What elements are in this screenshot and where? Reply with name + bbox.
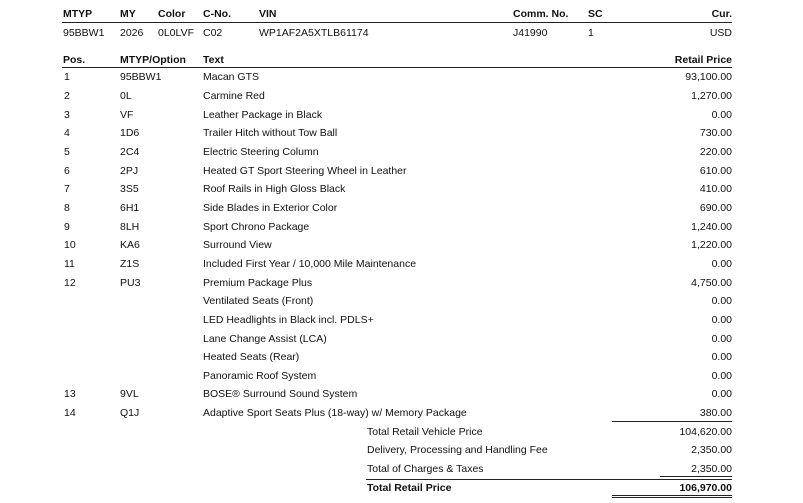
row-pos: 13 — [64, 388, 76, 400]
row-price: 0.00 — [711, 333, 732, 345]
row-text: Premium Package Plus — [203, 277, 313, 289]
row-text: Carmine Red — [203, 90, 265, 102]
table-row — [0, 145, 803, 163]
header-vin-value: WP1AF2A5XTLB61174 — [259, 27, 369, 39]
row-price: 1,220.00 — [691, 239, 732, 251]
row-text: Ventilated Seats (Front) — [203, 295, 314, 307]
table-row — [0, 220, 803, 238]
grand-total-label: Total Retail Price — [367, 482, 452, 494]
row-pos: 6 — [64, 165, 70, 177]
row-price: 0.00 — [711, 295, 732, 307]
header-cur-label: Cur. — [711, 8, 732, 20]
row-text: Panoramic Roof System — [203, 370, 317, 382]
row-code: 0L — [120, 90, 132, 102]
header-my-value: 2026 — [120, 27, 144, 39]
table-row — [0, 108, 803, 126]
row-price: 0.00 — [711, 351, 732, 363]
row-code: 6H1 — [120, 202, 140, 214]
grand-total-underline-1 — [612, 495, 732, 496]
header-cno-label: C-No. — [203, 8, 231, 20]
table-row — [0, 257, 803, 275]
table-row — [0, 201, 803, 219]
row-price: 0.00 — [711, 314, 732, 326]
subtotal-underline — [612, 421, 732, 422]
row-pos: 12 — [64, 277, 76, 289]
row-pos: 7 — [64, 183, 70, 195]
total-vehicle-price-value: 104,620.00 — [679, 426, 732, 438]
col-text-header: Text — [203, 54, 224, 66]
row-text: Surround View — [203, 239, 272, 251]
row-price: 730.00 — [699, 127, 732, 139]
charges-taxes-value: 2,350.00 — [691, 463, 732, 475]
row-price: 93,100.00 — [685, 71, 732, 83]
header-vin-label: VIN — [259, 8, 277, 20]
row-code: PU3 — [120, 277, 141, 289]
header-cur-value: USD — [709, 27, 732, 39]
col-option-header: MTYP/Option — [120, 54, 186, 66]
row-code: Z1S — [120, 258, 140, 270]
row-pos: 4 — [64, 127, 70, 139]
header-mtyp-label: MTYP — [63, 8, 93, 20]
row-text: Heated GT Sport Steering Wheel in Leather — [203, 165, 407, 177]
row-price: 0.00 — [711, 388, 732, 400]
row-text: BOSE® Surround Sound System — [203, 388, 358, 400]
row-price: 410.00 — [699, 183, 732, 195]
header-sc-value: 1 — [588, 27, 594, 39]
row-price: 4,750.00 — [691, 277, 732, 289]
table-row — [0, 387, 803, 405]
row-code: 2PJ — [120, 165, 139, 177]
row-text: LED Headlights in Black incl. PDLS+ — [203, 314, 374, 326]
row-pos: 2 — [64, 90, 70, 102]
charges-underline — [660, 476, 732, 477]
row-text: Heated Seats (Rear) — [203, 351, 300, 363]
table-row — [0, 126, 803, 144]
row-price: 1,240.00 — [691, 221, 732, 233]
header-comm-no-label: Comm. No. — [513, 8, 569, 20]
row-code: 1D6 — [120, 127, 140, 139]
row-text: Adaptive Sport Seats Plus (18-way) w/ Memory Package — [203, 407, 467, 419]
table-row — [0, 350, 803, 368]
table-row — [0, 238, 803, 256]
row-price: 610.00 — [699, 165, 732, 177]
table-row — [0, 89, 803, 107]
table-row — [0, 164, 803, 182]
table-row — [0, 369, 803, 387]
row-text: Included First Year / 10,000 Mile Maintenance — [203, 258, 417, 270]
row-text: Macan GTS — [203, 71, 260, 83]
row-text: Leather Package in Black — [203, 109, 323, 121]
row-pos: 8 — [64, 202, 70, 214]
row-text: Trailer Hitch without Tow Ball — [203, 127, 338, 139]
row-price: 0.00 — [711, 370, 732, 382]
row-code: 3S5 — [120, 183, 139, 195]
table-row — [0, 313, 803, 331]
grand-total-top-rule — [366, 479, 732, 480]
row-pos: 5 — [64, 146, 70, 158]
row-price: 0.00 — [711, 109, 732, 121]
row-pos: 11 — [64, 258, 75, 270]
row-code: 9VL — [120, 388, 139, 400]
row-price: 0.00 — [711, 258, 732, 270]
total-vehicle-price-label: Total Retail Vehicle Price — [367, 426, 483, 438]
row-text: Side Blades in Exterior Color — [203, 202, 338, 214]
charges-taxes-label: Total of Charges & Taxes — [367, 463, 484, 475]
row-price: 1,270.00 — [691, 90, 732, 102]
table-header-divider — [62, 67, 732, 68]
row-code: VF — [120, 109, 134, 121]
table-row — [0, 182, 803, 200]
header-divider — [62, 22, 732, 23]
row-pos: 10 — [64, 239, 76, 251]
header-color-label: Color — [158, 8, 186, 20]
header-mtyp-value: 95BBW1 — [63, 27, 105, 39]
row-code: KA6 — [120, 239, 140, 251]
delivery-fee-value: 2,350.00 — [691, 444, 732, 456]
delivery-fee-label: Delivery, Processing and Handling Fee — [367, 444, 548, 456]
header-comm-no-value: J41990 — [513, 27, 548, 39]
grand-total-underline-2 — [612, 497, 732, 498]
row-pos: 9 — [64, 221, 70, 233]
table-row — [0, 276, 803, 294]
table-row — [0, 294, 803, 312]
table-row — [0, 332, 803, 350]
header-my-label: MY — [120, 8, 136, 20]
col-price-header: Retail Price — [674, 54, 732, 66]
row-text: Electric Steering Column — [203, 146, 319, 158]
col-pos-header: Pos. — [63, 54, 86, 66]
row-pos: 3 — [64, 109, 70, 121]
header-cno-value: C02 — [203, 27, 223, 39]
row-price: 380.00 — [699, 407, 732, 419]
row-text: Roof Rails in High Gloss Black — [203, 183, 346, 195]
row-code: 2C4 — [120, 146, 140, 158]
row-code: 95BBW1 — [120, 71, 162, 83]
row-price: 220.00 — [699, 146, 732, 158]
row-text: Lane Change Assist (LCA) — [203, 333, 327, 345]
row-pos: 1 — [64, 71, 70, 83]
row-text: Sport Chrono Package — [203, 221, 310, 233]
row-code: 8LH — [120, 221, 140, 233]
row-pos: 14 — [64, 407, 76, 419]
header-color-value: 0L0LVF — [158, 27, 194, 39]
row-code: Q1J — [120, 407, 140, 419]
table-row — [0, 70, 803, 88]
header-sc-label: SC — [588, 8, 603, 20]
row-price: 690.00 — [699, 202, 732, 214]
grand-total-value: 106,970.00 — [679, 482, 732, 494]
